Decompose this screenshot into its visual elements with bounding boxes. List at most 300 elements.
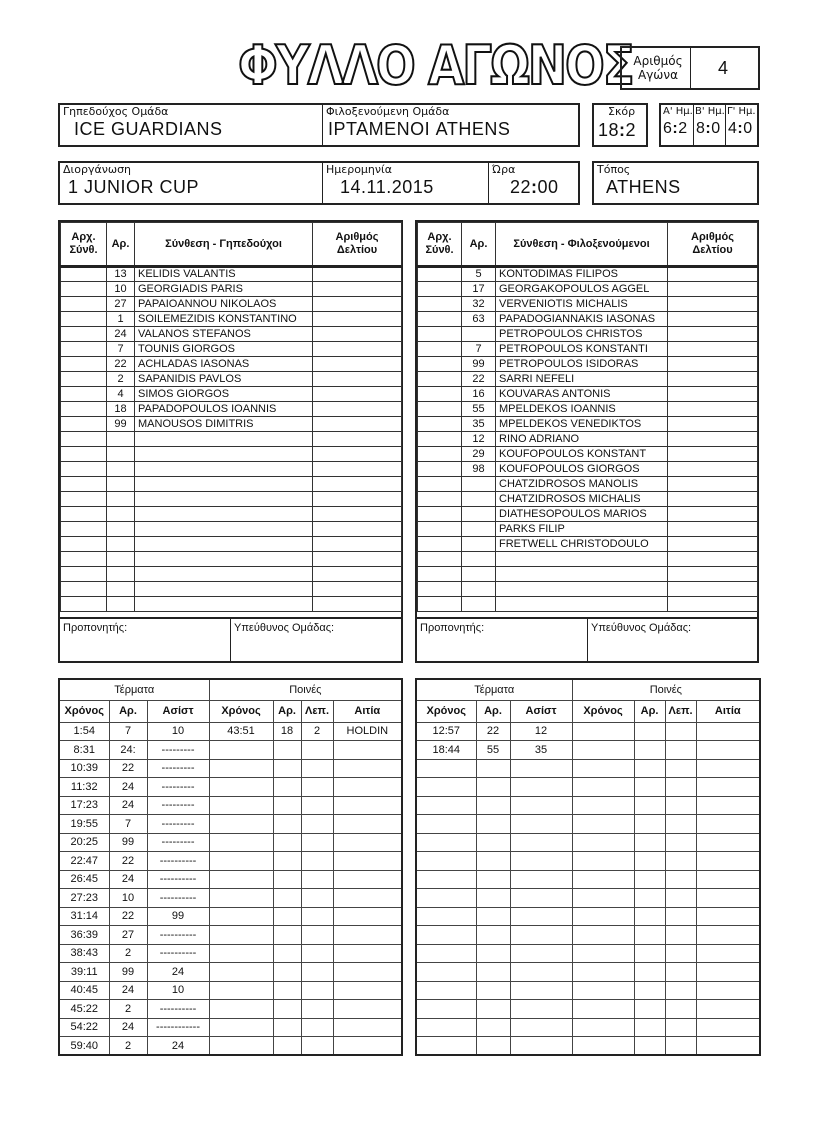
penalty-time: [209, 796, 273, 815]
starting-cell: [418, 297, 462, 312]
goal-time-header: Χρόνος: [416, 700, 476, 722]
event-row: [416, 1018, 760, 1037]
event-row: [416, 944, 760, 963]
player-name: [135, 522, 313, 537]
player-name: PAPADOPOULOS IOANNIS: [135, 402, 313, 417]
event-row: [59, 1018, 402, 1037]
card-number-cell: [668, 267, 758, 282]
penalty-minutes: [665, 759, 696, 778]
periods-box: [659, 103, 759, 147]
card-number-cell: [313, 327, 402, 342]
away-roster: [415, 220, 759, 663]
player-name: PAPAIOANNOU NIKOLAOS: [135, 297, 313, 312]
player-name: [135, 582, 313, 597]
goal-assist: [510, 815, 572, 834]
penalty-reason: [333, 926, 402, 945]
penalty-minutes: [301, 833, 333, 852]
player-number: [462, 597, 496, 612]
card-number-cell: [313, 522, 402, 537]
player-name: ACHLADAS IASONAS: [135, 357, 313, 372]
info-box: [58, 161, 580, 205]
penalty-player-number: [634, 981, 665, 1000]
card-number-cell: [313, 507, 402, 522]
penalty-minutes: [301, 889, 333, 908]
player-name: [496, 582, 668, 597]
goal-scorer-number: 24:: [109, 741, 147, 760]
player-name: GEORGIADIS PARIS: [135, 282, 313, 297]
roster-row: [61, 387, 402, 402]
goal-time: 22:47: [59, 852, 109, 871]
goal-scorer-number: [476, 833, 510, 852]
starting-cell: [418, 267, 462, 282]
date-label: Ημερομηνία: [326, 163, 393, 176]
player-number: 24: [107, 327, 135, 342]
goal-time: 11:32: [59, 778, 109, 797]
penalty-player-number: [634, 722, 665, 741]
penalty-reason: [333, 815, 402, 834]
goal-scorer-number: 22: [109, 759, 147, 778]
score-box: [592, 103, 648, 147]
penalty-time: [572, 741, 634, 760]
event-row: [59, 944, 402, 963]
card-number-cell: [313, 582, 402, 597]
penalty-reason: [696, 815, 760, 834]
penalties-header: Ποινές: [209, 679, 402, 700]
goal-scorer-number: 99: [109, 833, 147, 852]
penalty-reason: [333, 741, 402, 760]
card-number-cell: [668, 447, 758, 462]
starting-cell: [61, 387, 107, 402]
starting-cell: [418, 432, 462, 447]
roster-row: [418, 492, 758, 507]
event-row: [416, 1037, 760, 1056]
player-name: CHATZIDROSOS MANOLIS: [496, 477, 668, 492]
goal-scorer-number: 2: [109, 944, 147, 963]
player-number: 2: [107, 372, 135, 387]
player-number: [462, 522, 496, 537]
roster-row: [61, 267, 402, 282]
card-number-cell: [668, 432, 758, 447]
starting-cell: [61, 582, 107, 597]
header-lineup: Σύνθεση - Φιλοξενούμενοι: [496, 223, 668, 267]
goal-scorer-number: 24: [109, 981, 147, 1000]
penalty-minutes: [665, 889, 696, 908]
starting-cell: [61, 522, 107, 537]
card-number-cell: [313, 417, 402, 432]
player-name: [135, 507, 313, 522]
player-number: [107, 552, 135, 567]
penalty-player-number: [634, 833, 665, 852]
player-name: DIATHESOPOULOS MARIOS: [496, 507, 668, 522]
header-lineup: Σύνθεση - Γηπεδούχοι: [135, 223, 313, 267]
penalty-minutes: [301, 944, 333, 963]
card-number-cell: [668, 522, 758, 537]
card-number-cell: [668, 342, 758, 357]
score-label: Σκόρ: [608, 105, 636, 118]
player-number: [107, 462, 135, 477]
penalty-time: [209, 1000, 273, 1019]
penalty-minutes: [301, 741, 333, 760]
goal-assist: [510, 926, 572, 945]
penalty-minutes: [665, 1018, 696, 1037]
penalty-player-number: [634, 870, 665, 889]
player-name: [135, 447, 313, 462]
goal-time: [416, 963, 476, 982]
goal-scorer-number: 24: [109, 1018, 147, 1037]
penalty-minutes: [301, 778, 333, 797]
penalty-reason: [333, 963, 402, 982]
penalties-header: Ποινές: [572, 679, 760, 700]
player-name: PETROPOULOS CHRISTOS: [496, 327, 668, 342]
penalty-time: [572, 907, 634, 926]
goal-assist: ---------: [147, 815, 209, 834]
card-number-cell: [313, 402, 402, 417]
away-coach-label: Προπονητής:: [420, 622, 485, 634]
penalty-reason: [333, 1018, 402, 1037]
goal-time: [416, 815, 476, 834]
event-row: [59, 796, 402, 815]
goal-time: 8:31: [59, 741, 109, 760]
penalty-minutes: [665, 1037, 696, 1056]
penalty-time: [572, 944, 634, 963]
goal-scorer-number: 24: [109, 870, 147, 889]
event-row: [416, 778, 760, 797]
starting-cell: [418, 312, 462, 327]
penalty-minutes: [301, 1037, 333, 1056]
starting-cell: [61, 267, 107, 282]
goal-assist: 24: [147, 963, 209, 982]
penalty-reason: [696, 778, 760, 797]
roster-row: [61, 597, 402, 612]
penalty-reason: [696, 889, 760, 908]
player-name: [496, 552, 668, 567]
penalty-player-number: [634, 1018, 665, 1037]
goal-time: 36:39: [59, 926, 109, 945]
penalty-minutes: [665, 722, 696, 741]
goal-assist: [510, 759, 572, 778]
goal-time: [416, 778, 476, 797]
penalty-player-number: [273, 741, 301, 760]
player-number: [462, 507, 496, 522]
penalty-time: [209, 981, 273, 1000]
penalty-player-number: [634, 815, 665, 834]
player-number: 13: [107, 267, 135, 282]
starting-cell: [418, 342, 462, 357]
penalty-time: [209, 778, 273, 797]
goal-assist: ----------: [147, 870, 209, 889]
penalty-reason: [696, 759, 760, 778]
player-name: SIMOS GIORGOS: [135, 387, 313, 402]
penalty-reason: [696, 963, 760, 982]
card-number-cell: [668, 387, 758, 402]
roster-row: [61, 417, 402, 432]
starting-cell: [61, 357, 107, 372]
event-row: [416, 981, 760, 1000]
penalty-reason: [333, 981, 402, 1000]
penalty-minutes: [301, 981, 333, 1000]
goal-scorer-number: [476, 852, 510, 871]
penalty-time: [209, 852, 273, 871]
penalty-time: [209, 1018, 273, 1037]
player-number: 7: [462, 342, 496, 357]
event-row: [59, 852, 402, 871]
starting-cell: [418, 462, 462, 477]
player-name: [496, 567, 668, 582]
player-number: [107, 537, 135, 552]
goal-scorer-number: [476, 796, 510, 815]
penalty-reason: [333, 944, 402, 963]
player-number: 55: [462, 402, 496, 417]
starting-cell: [418, 507, 462, 522]
penalty-time: [572, 796, 634, 815]
time-label: Ώρα: [492, 163, 516, 176]
goal-time: 17:23: [59, 796, 109, 815]
starting-cell: [61, 537, 107, 552]
goal-scorer-number: [476, 870, 510, 889]
penalty-reason: [333, 852, 402, 871]
player-name: MANOUSOS DIMITRIS: [135, 417, 313, 432]
roster-row: [61, 462, 402, 477]
player-number: 12: [462, 432, 496, 447]
event-row: [416, 722, 760, 741]
starting-cell: [61, 312, 107, 327]
away-manager-label: Υπεύθυνος Ομάδας:: [591, 622, 692, 634]
goal-scorer-number: 99: [109, 963, 147, 982]
penalty-time: [572, 815, 634, 834]
player-number: [107, 432, 135, 447]
player-number: [107, 582, 135, 597]
player-number: 32: [462, 297, 496, 312]
player-name: MPELDEKOS VENEDIKTOS: [496, 417, 668, 432]
goal-assist: [510, 778, 572, 797]
player-number: [107, 522, 135, 537]
penalty-minutes: [665, 833, 696, 852]
event-row: [59, 963, 402, 982]
player-number: [462, 492, 496, 507]
penalty-minutes-header: Λεπ.: [665, 700, 696, 722]
starting-cell: [61, 447, 107, 462]
penalty-minutes: [301, 963, 333, 982]
penalty-reason: [333, 833, 402, 852]
event-row: [59, 1037, 402, 1056]
player-number: 22: [107, 357, 135, 372]
starting-cell: [61, 282, 107, 297]
player-name: KOUFOPOULOS GIORGOS: [496, 462, 668, 477]
player-name: RINO ADRIANO: [496, 432, 668, 447]
goal-time: [416, 1037, 476, 1056]
goal-assist-header: Ασίστ: [147, 700, 209, 722]
penalty-time: [209, 759, 273, 778]
player-number: [107, 492, 135, 507]
player-name: [135, 597, 313, 612]
player-name: VERVENIOTIS MICHALIS: [496, 297, 668, 312]
penalty-player-number: [273, 907, 301, 926]
starting-cell: [418, 492, 462, 507]
event-row: [59, 1000, 402, 1019]
penalty-minutes: [665, 1000, 696, 1019]
goal-assist: ---------: [147, 778, 209, 797]
roster-row: [61, 312, 402, 327]
goal-assist: ----------: [147, 926, 209, 945]
starting-cell: [61, 597, 107, 612]
penalty-player-number: [634, 796, 665, 815]
penalty-reason: [333, 759, 402, 778]
penalty-time: [209, 907, 273, 926]
goal-time: [416, 926, 476, 945]
event-row: [416, 907, 760, 926]
roster-row: [61, 537, 402, 552]
player-number: 99: [462, 357, 496, 372]
header-number: Αρ.: [107, 223, 135, 267]
player-name: [135, 432, 313, 447]
event-row: [416, 815, 760, 834]
goal-scorer-number: 7: [109, 815, 147, 834]
starting-cell: [418, 537, 462, 552]
penalty-reason: [696, 870, 760, 889]
goal-scorer-number: 10: [109, 889, 147, 908]
home-manager-label: Υπεύθυνος Ομάδας:: [234, 622, 335, 634]
card-number-cell: [313, 372, 402, 387]
player-number: 17: [462, 282, 496, 297]
goal-time: [416, 870, 476, 889]
starting-cell: [418, 402, 462, 417]
goal-assist: ------------: [147, 1018, 209, 1037]
penalty-player-number: [273, 759, 301, 778]
home-team-name: ICE GUARDIANS: [74, 119, 223, 139]
player-number: 29: [462, 447, 496, 462]
roster-row: [418, 477, 758, 492]
penalty-player-number: [634, 778, 665, 797]
penalty-reason: [696, 722, 760, 741]
penalty-player-number: [634, 889, 665, 908]
player-number: 16: [462, 387, 496, 402]
player-number: 18: [107, 402, 135, 417]
penalty-number-header: Αρ.: [273, 700, 301, 722]
card-number-cell: [668, 552, 758, 567]
penalty-reason: [333, 1037, 402, 1056]
penalty-player-number: 18: [273, 722, 301, 741]
goal-assist: ---------: [147, 796, 209, 815]
goal-scorer-number: [476, 815, 510, 834]
penalty-time-header: Χρόνος: [209, 700, 273, 722]
penalty-time: [209, 944, 273, 963]
starting-cell: [61, 417, 107, 432]
starting-cell: [61, 342, 107, 357]
goal-time: [416, 981, 476, 1000]
card-number-cell: [313, 477, 402, 492]
roster-row: [418, 552, 758, 567]
goal-assist: [510, 796, 572, 815]
penalty-time: [572, 1018, 634, 1037]
goal-time: [416, 944, 476, 963]
venue-label: Τόπος: [597, 163, 631, 176]
penalty-minutes: [665, 907, 696, 926]
roster-row: [418, 267, 758, 282]
penalty-player-number: [634, 963, 665, 982]
card-number-cell: [313, 282, 402, 297]
penalty-time: [572, 722, 634, 741]
period-3-score: 4:0: [728, 120, 753, 137]
penalty-time: [209, 833, 273, 852]
player-number: 98: [462, 462, 496, 477]
roster-row: [61, 282, 402, 297]
event-row: [416, 1000, 760, 1019]
away-roster-table: [417, 222, 758, 612]
event-row: [59, 741, 402, 760]
event-row: [416, 833, 760, 852]
roster-row: [61, 432, 402, 447]
goal-scorer-number: 7: [109, 722, 147, 741]
penalty-minutes: [301, 1018, 333, 1037]
penalty-minutes: [665, 870, 696, 889]
player-number: 99: [107, 417, 135, 432]
roster-row: [61, 327, 402, 342]
starting-cell: [418, 552, 462, 567]
goal-assist: ----------: [147, 889, 209, 908]
player-name: PAPADOGIANNAKIS IASONAS: [496, 312, 668, 327]
penalty-reason: [696, 907, 760, 926]
goal-time: [416, 759, 476, 778]
card-number-cell: [668, 537, 758, 552]
roster-row: [61, 297, 402, 312]
home-roster: [58, 220, 403, 663]
penalty-minutes: [665, 926, 696, 945]
player-name: SAPANIDIS PAVLOS: [135, 372, 313, 387]
roster-row: [418, 462, 758, 477]
goal-time: [416, 1018, 476, 1037]
card-number-cell: [313, 387, 402, 402]
card-number-cell: [313, 462, 402, 477]
player-name: SOILEMEZIDIS KONSTANTINO: [135, 312, 313, 327]
roster-row: [61, 552, 402, 567]
starting-cell: [61, 432, 107, 447]
card-number-cell: [668, 492, 758, 507]
starting-cell: [61, 462, 107, 477]
card-number-cell: [668, 477, 758, 492]
penalty-time: [572, 778, 634, 797]
penalty-minutes: [301, 759, 333, 778]
goal-assist: [510, 1018, 572, 1037]
penalty-player-number: [634, 907, 665, 926]
penalty-time: [209, 963, 273, 982]
penalty-reason: [333, 1000, 402, 1019]
card-number-cell: [668, 597, 758, 612]
away-team-label: Φιλοξενούμενη Ομάδα: [326, 105, 450, 118]
goal-assist: [510, 889, 572, 908]
goal-scorer-number: 55: [476, 741, 510, 760]
penalty-minutes: [665, 963, 696, 982]
player-number: [462, 537, 496, 552]
header-card-number: Αριθμός Δελτίου: [313, 223, 402, 267]
goal-time: 38:43: [59, 944, 109, 963]
goal-time: 40:45: [59, 981, 109, 1000]
goal-time: 59:40: [59, 1037, 109, 1056]
roster-row: [418, 282, 758, 297]
player-name: MPELDEKOS IOANNIS: [496, 402, 668, 417]
player-number: [107, 567, 135, 582]
goal-assist: [510, 833, 572, 852]
event-row: [59, 889, 402, 908]
starting-cell: [418, 327, 462, 342]
event-row: [59, 981, 402, 1000]
penalty-reason: [333, 870, 402, 889]
penalty-minutes: [665, 778, 696, 797]
goal-scorer-number: [476, 944, 510, 963]
roster-row: [418, 597, 758, 612]
penalty-player-number: [273, 944, 301, 963]
goal-assist-header: Ασίστ: [510, 700, 572, 722]
away-team-name: ΙΡΤΑΜΕΝΟΙ ATHENS: [328, 119, 511, 139]
